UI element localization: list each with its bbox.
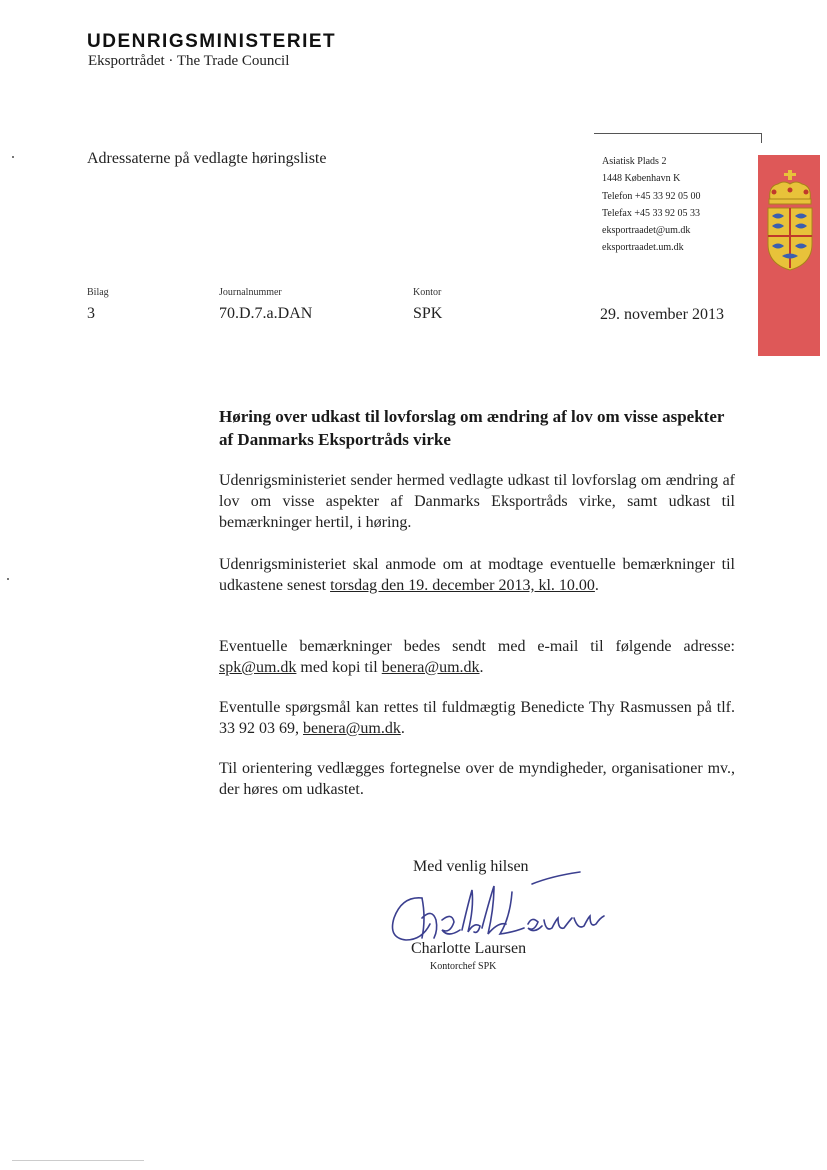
- paragraph-3-mid: med kopi til: [296, 659, 382, 676]
- signatory-name: Charlotte Laursen: [411, 940, 527, 957]
- royal-crest-icon: [764, 170, 816, 272]
- margin-mark: [7, 578, 9, 580]
- kontor-value: SPK: [413, 305, 443, 322]
- email-link-benera[interactable]: benera@um.dk: [381, 659, 480, 676]
- paragraph-4-end: .: [400, 720, 405, 737]
- deadline-text: torsdag den 19. december 2013, kl. 10.00: [330, 577, 595, 594]
- paragraph-5: Til orientering vedlægges fortegnelse over de myndigheder, organisationer mv., der høres om udkastet.: [219, 760, 735, 798]
- paragraph-2: [219, 554, 735, 596]
- paragraph-1: Udenrigsministeriet sender hermed vedlagte udkast til lovforslag om ændring af lov om visse aspekter af Danmarks Eksportråds virke, samt udkast til bemærkninger hertil, i høring.: [219, 472, 735, 531]
- salutation: Med venlig hilsen: [413, 858, 529, 875]
- paragraph-3-end: .: [479, 659, 484, 676]
- address-city: 1448 København K: [602, 173, 681, 185]
- bilag-value: 3: [87, 305, 95, 322]
- footer-line: [12, 1160, 144, 1161]
- paragraph-2-end: .: [594, 577, 599, 594]
- paragraph-3-text: Eventuelle bemærkninger bedes sendt med e-mail til følgende adresse:: [219, 638, 735, 655]
- signature-image: [382, 868, 622, 950]
- address-fax: Telefax +45 33 92 05 33: [602, 207, 700, 219]
- ministry-name: UDENRIGSMINISTERIET: [87, 31, 337, 52]
- address-email: eksportraadet@um.dk: [602, 225, 691, 237]
- kontor-label: Kontor: [413, 287, 442, 298]
- signatory-title: Kontorchef SPK: [430, 961, 497, 972]
- paragraph-4: [219, 697, 735, 739]
- journal-label: Journalnummer: [219, 287, 282, 298]
- address-rule: [594, 133, 762, 134]
- paragraph-4-text: Eventulle spørgsmål kan rettes til fuldmægtig Benedicte Thy Rasmussen på tlf. 33 92 03 69,: [219, 699, 735, 737]
- paragraph-2-text: Udenrigsministeriet skal anmode om at modtage eventuelle bemærkninger til udkastene senest: [219, 556, 735, 594]
- address-street: Asiatisk Plads 2: [602, 156, 667, 167]
- margin-mark: [12, 156, 14, 158]
- address-web: eksportraadet.um.dk: [602, 242, 684, 254]
- address-rule-tick: [761, 133, 762, 143]
- address-phone: Telefon +45 33 92 05 00: [602, 190, 701, 202]
- paragraph-3: [219, 636, 735, 678]
- bilag-label: Bilag: [87, 287, 109, 298]
- email-link-benera-2[interactable]: benera@um.dk: [303, 720, 401, 737]
- trade-council-subtitle: Eksportrådet · The Trade Council: [88, 53, 290, 69]
- email-link-spk[interactable]: spk@um.dk: [219, 659, 297, 676]
- journal-value: 70.D.7.a.DAN: [219, 305, 313, 322]
- letter-heading: Høring over udkast til lovforslag om ændring af lov om visse aspekter af Danmarks Eksportråds virke: [219, 407, 725, 449]
- address-block: [602, 153, 701, 257]
- letter-date: 29. november 2013: [600, 306, 724, 323]
- recipient-line: Adressaterne på vedlagte høringsliste: [87, 150, 327, 167]
